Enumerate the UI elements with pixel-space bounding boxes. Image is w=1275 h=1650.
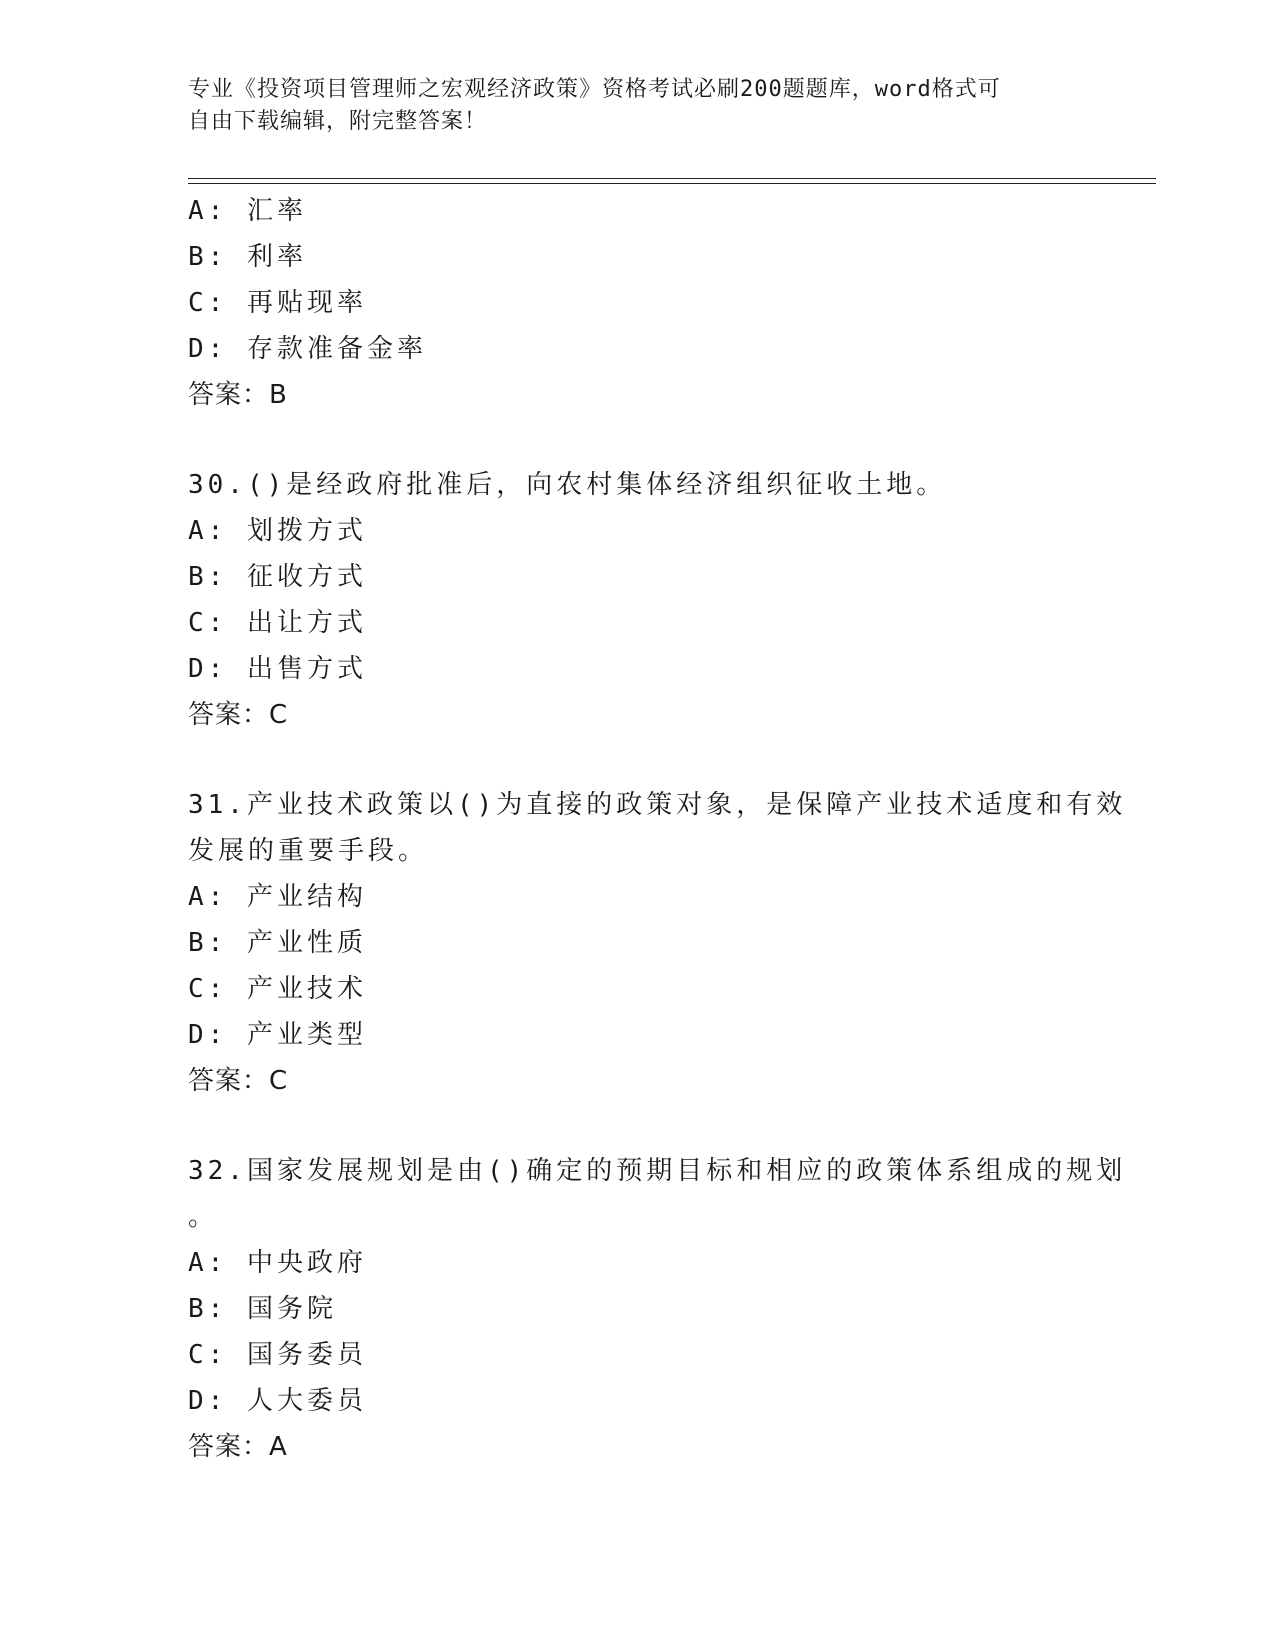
question-block-32	[188, 1148, 1127, 1470]
question-text-line-1: 31.产业技术政策以()为直接的政策对象，是保障产业技术适度和有效	[188, 790, 1127, 820]
answer-line: 答案：B	[188, 380, 288, 410]
option-d: D: 产业类型	[188, 1020, 367, 1050]
option-c: C: 出让方式	[188, 608, 367, 638]
option-d: D: 出售方式	[188, 654, 367, 684]
option-a: A: 划拨方式	[188, 516, 367, 546]
question-text-line-2: 发展的重要手段。	[188, 836, 429, 866]
answer-line: 答案：C	[188, 700, 289, 730]
spacer	[188, 1104, 1088, 1148]
option-b: B: 国务院	[188, 1294, 337, 1324]
option-b: B: 征收方式	[188, 562, 367, 592]
option-a: A: 汇率	[188, 196, 307, 226]
question-text-line-1: 32.国家发展规划是由()确定的预期目标和相应的政策体系组成的规划	[188, 1156, 1127, 1186]
question-text: 30.()是经政府批准后，向农村集体经济组织征收土地。	[188, 470, 947, 500]
option-c: C: 产业技术	[188, 974, 367, 1004]
question-text-line-2: 。	[188, 1202, 219, 1232]
question-block-30	[188, 462, 1088, 738]
option-d: D: 存款准备金率	[188, 334, 427, 364]
document-header	[188, 74, 1068, 138]
option-d: D: 人大委员	[188, 1386, 367, 1416]
spacer	[188, 738, 1088, 782]
header-line-2: 自由下载编辑，附完整答案！	[188, 109, 488, 134]
answer-line: 答案：A	[188, 1432, 288, 1462]
header-line-1: 专业《投资项目管理师之宏观经济政策》资格考试必刷200题题库，word格式可	[188, 77, 1001, 102]
spacer	[188, 418, 1088, 462]
header-divider-top	[188, 178, 1156, 179]
question-block-31	[188, 782, 1127, 1104]
option-b: B: 产业性质	[188, 928, 367, 958]
option-a: A: 产业结构	[188, 882, 367, 912]
option-c: C: 国务委员	[188, 1340, 367, 1370]
option-b: B: 利率	[188, 242, 307, 272]
header-divider-bottom	[188, 183, 1156, 184]
question-block-29	[188, 188, 1088, 418]
answer-line: 答案：C	[188, 1066, 289, 1096]
option-a: A: 中央政府	[188, 1248, 367, 1278]
question-list	[188, 188, 1127, 1470]
option-c: C: 再贴现率	[188, 288, 367, 318]
